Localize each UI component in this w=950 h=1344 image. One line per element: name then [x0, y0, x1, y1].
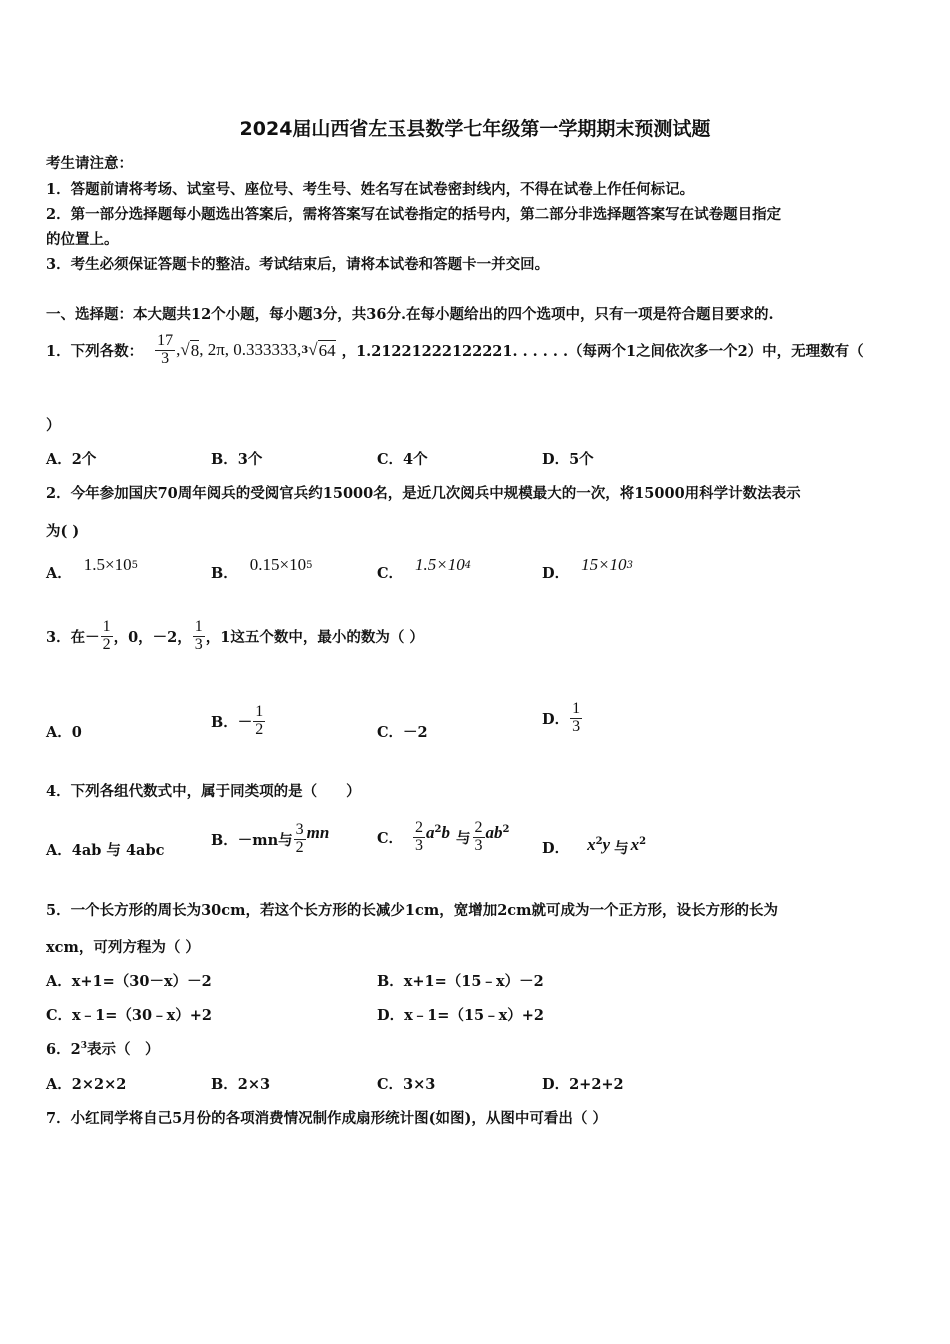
- q2-option-c[interactable]: C． 1.5×10 $^4$: [377, 555, 472, 582]
- q1-cbrt-index: 3: [301, 344, 309, 356]
- q4-option-b[interactable]: B．－mn与 $\frac{3}{2}$ mn: [211, 820, 330, 856]
- q2-option-a[interactable]: A． 1.5×10 $^5$: [46, 555, 138, 582]
- q4-option-a[interactable]: A．4ab 与 4abc: [46, 842, 165, 859]
- q3-option-c[interactable]: C．－2: [377, 724, 428, 741]
- q3-fraction-1: $\frac{1}{2}$: [102, 617, 111, 653]
- q1-option-b[interactable]: B．3个: [211, 451, 263, 468]
- q2-option-b[interactable]: B． 0.15×10 $^5$: [211, 555, 313, 582]
- q2-option-d[interactable]: D． 15×10 $^3$: [542, 555, 633, 582]
- q3-fraction-2: $\frac{1}{3}$: [194, 617, 203, 653]
- question-7: 7．小红同学将自己5月份的各项消费情况制作成扇形统计图(如图)，从图中可看出（ ）: [46, 1110, 607, 1127]
- question-4: 4．下列各组代数式中，属于同类项的是（ ）: [46, 783, 361, 800]
- q1-list-a: ,√: [176, 340, 190, 359]
- q1-option-d[interactable]: D．5个: [542, 451, 594, 468]
- question-6: 6．$2^3$表示（ ）: [46, 1041, 160, 1058]
- q1-list-b: , 2π, 0.333333,: [199, 340, 302, 359]
- q5-option-d[interactable]: D．x﹣1=（15﹣x）+2: [377, 1007, 545, 1024]
- q1-option-a[interactable]: A．2个: [46, 451, 97, 468]
- question-1-close: ）: [46, 417, 61, 434]
- question-1: 1．下列各数： $\frac{17}{3}$ ,√ 8 , 2π, 0.333333, 3 √ 64 ，1.21221222122221. . . . . .（每两个1之间依次多一个2）中，无理数有（: [46, 331, 864, 367]
- q1-fraction: $\frac{17}{3}$: [157, 331, 174, 367]
- q6-option-d[interactable]: D．2+2+2: [542, 1076, 624, 1093]
- notice-item-2: 2．第一部分选择题每小题选出答案后，需将答案写在试卷指定的括号内，第二部分非选择题答案写在试卷题目指定: [46, 206, 782, 223]
- q5-option-b[interactable]: B．x+1=（15﹣x）－2: [377, 973, 544, 990]
- q3-option-a[interactable]: A．0: [46, 724, 82, 741]
- question-5-line-2: xcm，可列方程为（ ）: [46, 939, 200, 956]
- question-2-line-2: 为( ): [46, 523, 80, 540]
- q5-option-c[interactable]: C．x﹣1=（30﹣x）+2: [46, 1007, 212, 1024]
- q1-cbrt-arg: 64: [318, 340, 336, 360]
- q5-option-a[interactable]: A．x+1=（30－x）－2: [46, 973, 212, 990]
- q4-option-c[interactable]: C． $\frac{2}{3}$ a $^2$ b 与 $\frac{2}{3}$ ab $^2$: [377, 818, 510, 854]
- notice-item-3: 3．考生必须保证答题卡的整洁。考试结束后，请将本试卷和答题卡一并交回。: [46, 256, 550, 273]
- q6-option-a[interactable]: A．2×2×2: [46, 1076, 127, 1093]
- question-3: 3．在－ $\frac{1}{2}$ ，0，－2， $\frac{1}{3}$ ，1这五个数中，最小的数为（ ）: [46, 617, 424, 653]
- q1-sqrt-arg: 8: [190, 340, 200, 360]
- q4-option-d[interactable]: D． x $^2$ y 与 x $^2$: [542, 835, 647, 857]
- q6-option-c[interactable]: C．3×3: [377, 1076, 436, 1093]
- question-2-line-1: 2．今年参加国庆70周年阅兵的受阅官兵约15000名，是近几次阅兵中规模最大的一次，将15000用科学计数法表示: [46, 485, 801, 502]
- question-1-prefix: 1．下列各数：: [46, 342, 144, 360]
- q6-option-b[interactable]: B．2×3: [211, 1076, 271, 1093]
- question-1-suffix: ，1.21221222122221. . . . . .（每两个1之间依次多一个2）中，无理数有（: [341, 342, 864, 360]
- q3-option-b[interactable]: B．－ $\frac{1}{2}$: [211, 702, 264, 738]
- notice-item-2-cont: 的位置上。: [46, 231, 119, 248]
- q1-option-c[interactable]: C．4个: [377, 451, 428, 468]
- q3-option-d[interactable]: D． $\frac{1}{3}$: [542, 699, 581, 735]
- notice-heading: 考生请注意：: [46, 155, 133, 172]
- notice-item-1: 1．答题前请将考场、试室号、座位号、考生号、姓名写在试卷密封线内，不得在试卷上作任何标记。: [46, 181, 695, 198]
- question-5-line-1: 5．一个长方形的周长为30cm，若这个长方形的长减少1cm，宽增加2cm就可成为一个正方形，设长方形的长为: [46, 902, 778, 919]
- page-title: 2024届山西省左玉县数学七年级第一学期期末预测试题: [239, 118, 711, 140]
- section-heading: 一、选择题：本大题共12个小题，每小题3分，共36分.在每小题给出的四个选项中，只有一项是符合题目要求的.: [46, 306, 774, 323]
